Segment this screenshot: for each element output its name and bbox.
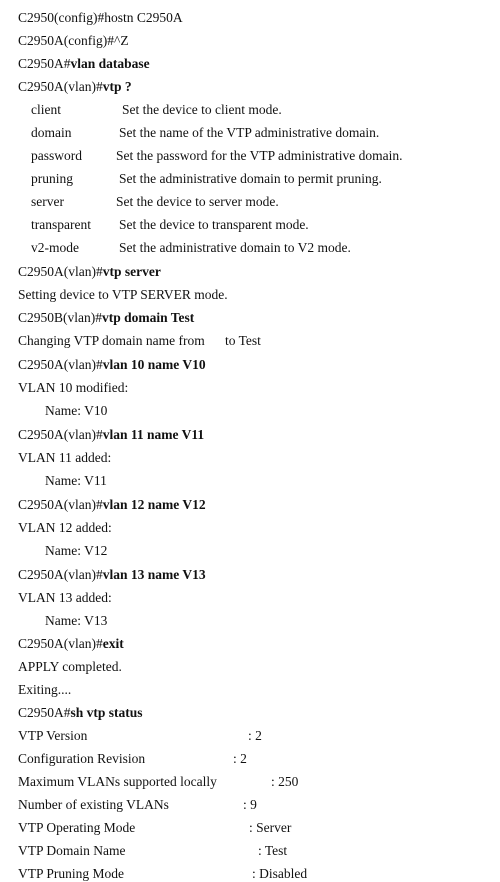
cli-prompt: C2950B(vlan)# (18, 310, 102, 325)
vtp-status-row (18, 774, 488, 790)
cli-command: vlan 13 name V13 (102, 567, 206, 582)
output-text: Setting device to VTP SERVER mode. (18, 287, 228, 302)
cli-prompt: C2950A# (18, 56, 71, 71)
vtp-status-row (18, 866, 488, 882)
cli-prompt: C2950A(vlan)# (18, 427, 103, 442)
vtp-status-row (18, 797, 488, 813)
command-line (18, 497, 206, 513)
vtp-status-value: : 2 (248, 728, 262, 743)
vlan-name-line (45, 613, 107, 629)
output-line (18, 520, 488, 536)
help-option-keyword: password (31, 148, 82, 163)
help-option-row (31, 171, 491, 187)
help-option-row (31, 102, 491, 118)
cli-command: vlan database (70, 56, 150, 71)
cli-prompt: C2950A(vlan)# (18, 497, 103, 512)
output-line (18, 450, 488, 466)
output-line (18, 682, 488, 698)
vlan-name-line (45, 473, 107, 489)
output-text: VLAN 13 added: (18, 590, 112, 605)
help-option-keyword: pruning (31, 171, 73, 186)
cli-argument: ^Z (113, 33, 129, 48)
vtp-status-field: Configuration Revision (18, 751, 146, 766)
cli-argument: hostn C2950A (104, 10, 183, 25)
cli-prompt: C2950A# (18, 705, 71, 720)
cli-command: vtp server (102, 264, 161, 279)
help-option-description: Set the device to transparent mode. (119, 217, 309, 232)
command-line (18, 310, 194, 326)
vlan-name: Name: V11 (45, 473, 107, 488)
help-option-keyword: v2-mode (31, 240, 79, 255)
vtp-status-field: VTP Version (18, 728, 88, 743)
cli-command: vlan 12 name V12 (102, 497, 206, 512)
help-option-keyword: client (31, 102, 61, 117)
output-text: Changing VTP domain name from (18, 333, 205, 348)
output-text: VLAN 11 added: (18, 450, 112, 465)
vtp-status-row (18, 728, 488, 744)
help-option-row (31, 148, 491, 164)
help-option-description: Set the password for the VTP administrative domain. (116, 148, 403, 163)
command-line (18, 10, 183, 26)
cli-command: vtp ? (102, 79, 132, 94)
cli-prompt: C2950A(vlan)# (18, 636, 103, 651)
vtp-status-row (18, 820, 488, 836)
cli-prompt: C2950A(vlan)# (18, 357, 103, 372)
vtp-status-value: : Disabled (252, 866, 308, 881)
cli-prompt: C2950A(config)# (18, 33, 114, 48)
help-option-row (31, 194, 491, 210)
help-option-row (31, 240, 491, 256)
output-line (18, 287, 488, 303)
help-option-description: Set the device to server mode. (116, 194, 279, 209)
cli-prompt: C2950A(vlan)# (18, 264, 103, 279)
output-line (18, 333, 488, 349)
command-line (18, 264, 161, 280)
help-option-description: Set the device to client mode. (122, 102, 282, 117)
help-option-row (31, 217, 491, 233)
help-option-keyword: transparent (31, 217, 91, 232)
vtp-status-value: : 2 (233, 751, 247, 766)
output-line (18, 590, 488, 606)
command-line (18, 427, 204, 443)
output-line (18, 659, 488, 675)
cli-prompt: C2950A(vlan)# (18, 567, 103, 582)
vlan-name-line (45, 543, 107, 559)
command-line (18, 357, 206, 373)
vlan-name: Name: V12 (45, 543, 108, 558)
vtp-status-field: Maximum VLANs supported locally (18, 774, 217, 789)
vtp-status-value: : Test (258, 843, 288, 858)
vtp-status-row (18, 843, 488, 859)
cli-prompt: C2950(config)# (18, 10, 105, 25)
vtp-status-row (18, 751, 488, 767)
command-line (18, 636, 124, 652)
command-line (18, 56, 150, 72)
vtp-status-field: VTP Operating Mode (18, 820, 136, 835)
cli-command: vlan 11 name V11 (102, 427, 205, 442)
output-text-tail: to Test (225, 333, 261, 348)
help-option-keyword: domain (31, 125, 72, 140)
output-text: Exiting.... (18, 682, 72, 697)
vtp-status-value: : 250 (271, 774, 299, 789)
vtp-status-value: : Server (249, 820, 292, 835)
help-option-description: Set the name of the VTP administrative domain. (119, 125, 380, 140)
vtp-status-field: VTP Pruning Mode (18, 866, 125, 881)
command-line (18, 567, 206, 583)
help-option-description: Set the administrative domain to permit pruning. (119, 171, 382, 186)
vlan-name-line (45, 403, 107, 419)
cli-prompt: C2950A(vlan)# (18, 79, 103, 94)
output-text: VLAN 10 modified: (18, 380, 129, 395)
cli-command: vlan 10 name V10 (102, 357, 206, 372)
help-option-description: Set the administrative domain to V2 mode. (119, 240, 351, 255)
output-line (18, 380, 488, 396)
vtp-status-field: Number of existing VLANs (18, 797, 169, 812)
command-line (18, 33, 129, 49)
vtp-status-value: : 9 (243, 797, 257, 812)
command-line (18, 79, 132, 95)
output-text: APPLY completed. (18, 659, 122, 674)
help-option-row (31, 125, 491, 141)
help-option-keyword: server (31, 194, 64, 209)
command-line (18, 705, 143, 721)
vlan-name: Name: V10 (45, 403, 108, 418)
output-text: VLAN 12 added: (18, 520, 112, 535)
cli-command: sh vtp status (70, 705, 143, 720)
cli-command: exit (102, 636, 124, 651)
cli-command: vtp domain Test (102, 310, 195, 325)
vlan-name: Name: V13 (45, 613, 108, 628)
vtp-status-field: VTP Domain Name (18, 843, 126, 858)
